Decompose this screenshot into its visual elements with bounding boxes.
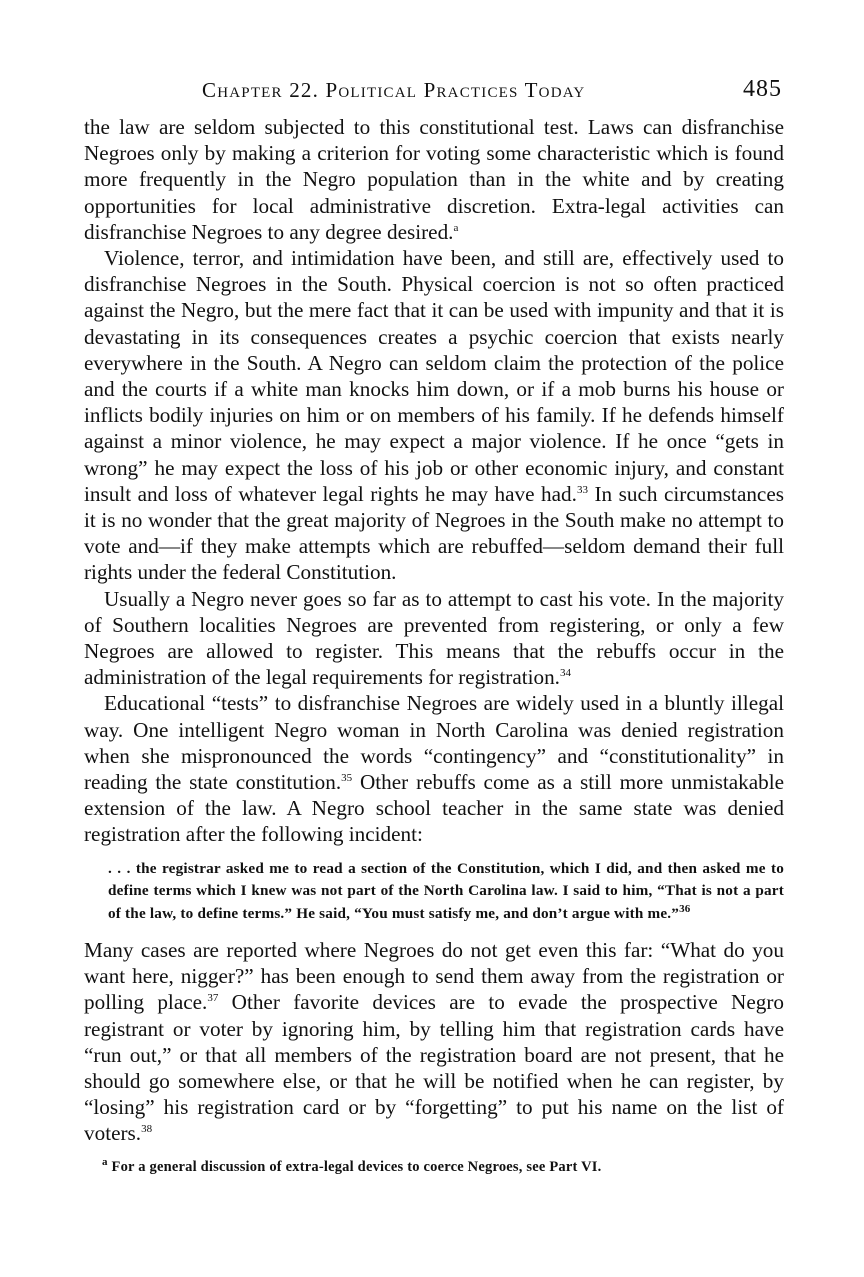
footnote-ref: 34 xyxy=(559,667,571,680)
paragraph-text: Violence, terror, and intimidation have been, and still are, effectively used to disfranchise Negroes in the South. Physical coercion is not so often practiced against the Negro, but the mere fact that it can be used with impunity and that it is devastating in its consequences creates a psychic coercion that exists nearly everywhere in the South. A Negro can seldom claim the protection of the police and the courts if a white man knocks him down, or if a mob burns his house or inflicts bodily injuries on him or on members of his family. If he defends himself against a minor violence, he may expect a major violence. If he once “gets in wrong” he may expect the loss of his job or other economic injury, and constant insult and loss of whatever legal rights he may have had. xyxy=(84,246,784,506)
body-text xyxy=(84,114,784,848)
footnote-ref: a xyxy=(453,221,459,234)
paragraph-text: Usually a Negro never goes so far as to attempt to cast his vote. In the majority of Southern localities Negroes are prevented from registering, or only a few Negroes are allowed to register. This means that the rebuffs occur in the administration of the legal requirements for registration. xyxy=(84,586,784,690)
quote-text: . . . the registrar asked me to read a section of the Constitution, which I did, and then asked me to define terms which I knew was not part of the North Carolina law. I said to him, “That is not a part of the law, to define terms.” He said, “You must satisfy me, and don’t argue with me.” xyxy=(108,859,784,922)
running-title: Chapter 22. Political Practices Today xyxy=(202,78,586,102)
paragraph-closing xyxy=(84,937,784,1147)
footnote-ref: 35 xyxy=(341,772,353,785)
footnote-ref: 33 xyxy=(576,483,588,496)
book-page xyxy=(84,78,784,1177)
footnote-marker: a xyxy=(102,1155,108,1168)
running-head xyxy=(84,78,784,114)
footnote-ref: 38 xyxy=(141,1123,153,1136)
paragraph-registration xyxy=(84,586,784,691)
paragraph-continued xyxy=(84,114,784,245)
footnote-ref: 36 xyxy=(679,902,691,915)
paragraph-text: Other rebuffs come as a still more unmistakable extension of the law. A Negro school teacher in the same state was denied registration after the following incident: xyxy=(84,770,784,847)
paragraph-violence xyxy=(84,245,784,586)
paragraph-text: In such circumstances it is no wonder that the great majority of Negroes in the South make no attempt to vote and—if they make attempts which are rebuffed—seldom demand their full rights under the federal Constitution. xyxy=(84,481,784,585)
paragraph-educational-tests xyxy=(84,690,784,847)
paragraph-text: Other favorite devices are to evade the prospective Negro registrant or voter by ignoring him, by telling him that registration cards have “run out,” or that all members of the registration board are not present, that he should go somewhere else, or that he will be notified when he can register, by “losing” his registration card or by “forgetting” to put his name on the list of voters. xyxy=(84,990,785,1146)
footnote-text: For a general discussion of extra-legal devices to coerce Negroes, see Part VI. xyxy=(107,1158,602,1175)
footnote xyxy=(102,1157,784,1177)
paragraph-text: Educational “tests” to disfranchise Negroes are widely used in a bluntly illegal way. One intelligent Negro woman in North Carolina was denied registration when she mispronounced the words “contingency” and “constitutionality” in reading the state constitution. xyxy=(84,691,784,795)
page-number: 485 xyxy=(743,76,782,102)
block-quote xyxy=(108,858,784,925)
footnote-ref: 37 xyxy=(207,992,219,1005)
paragraph-text: the law are seldom subjected to this constitutional test. Laws can disfranchise Negroes only by making a criterion for voting some characteristic which is found more frequently in the Negro population than in the white and by creating opportunities for local administrative discretion. Extra-legal activities can disfranchise Negroes to any degree desired. xyxy=(84,115,784,244)
paragraph-text: Many cases are reported where Negroes do not get even this far: “What do you want here, nigger?” has been enough to send them away from the registration or polling place. xyxy=(84,937,784,1015)
